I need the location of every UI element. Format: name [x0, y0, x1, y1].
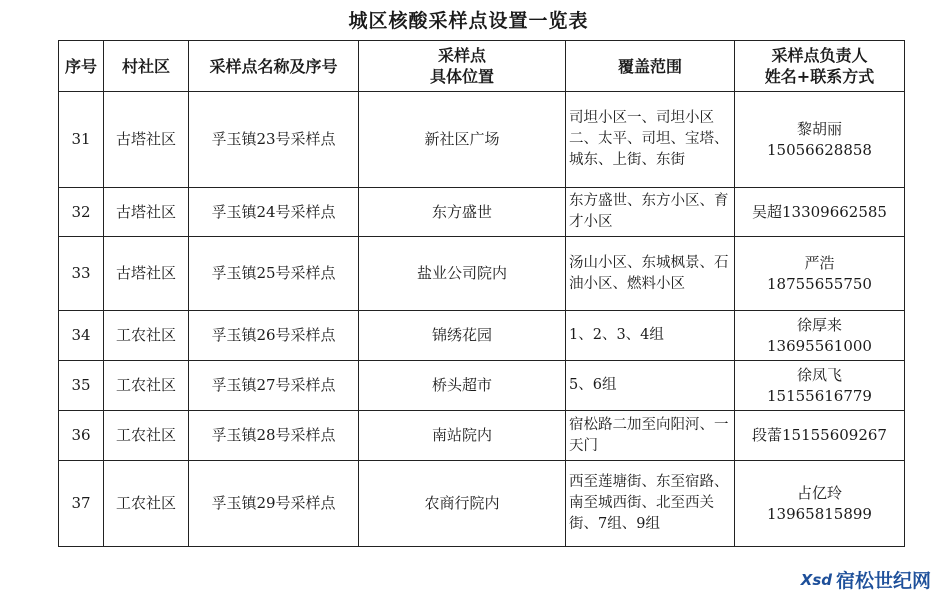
community-cell: 工农社区 — [104, 361, 189, 411]
community-cell: 古塔社区 — [104, 92, 189, 188]
watermark-text: 宿松世纪网 — [835, 570, 931, 592]
location-cell: 新社区广场 — [359, 92, 566, 188]
community-cell: 工农社区 — [104, 311, 189, 361]
table-row — [59, 237, 905, 311]
header-cell: 覆盖范围 — [566, 41, 735, 92]
header-cell: 村社区 — [104, 41, 189, 92]
header-cell: 采样点负责人 姓名+联系方式 — [735, 41, 905, 92]
contact-cell: 段蕾15155609267 — [735, 411, 905, 461]
location-cell: 桥头超市 — [359, 361, 566, 411]
community-cell: 工农社区 — [104, 411, 189, 461]
site-name-cell: 孚玉镇26号采样点 — [189, 311, 359, 361]
location-cell: 东方盛世 — [359, 188, 566, 237]
coverage-cell: 西至莲塘街、东至宿路、南至城西街、北至西关街、7组、9组 — [566, 461, 735, 547]
community-cell: 工农社区 — [104, 461, 189, 547]
table-row — [59, 361, 905, 411]
header-cell: 序号 — [59, 41, 104, 92]
row-number: 37 — [59, 461, 104, 547]
table-row — [59, 411, 905, 461]
row-number: 31 — [59, 92, 104, 188]
site-name-cell: 孚玉镇27号采样点 — [189, 361, 359, 411]
location-cell: 锦绣花园 — [359, 311, 566, 361]
location-cell: 南站院内 — [359, 411, 566, 461]
coverage-cell: 5、6组 — [566, 361, 735, 411]
site-name-cell: 孚玉镇23号采样点 — [189, 92, 359, 188]
table-row — [59, 311, 905, 361]
coverage-cell: 司坦小区一、司坦小区二、太平、司坦、宝塔、城东、上街、东街 — [566, 92, 735, 188]
community-cell: 古塔社区 — [104, 188, 189, 237]
row-number: 36 — [59, 411, 104, 461]
row-number: 35 — [59, 361, 104, 411]
sampling-sites-table — [58, 40, 905, 547]
contact-cell: 严浩 18755655750 — [735, 237, 905, 311]
site-name-cell: 孚玉镇24号采样点 — [189, 188, 359, 237]
header-cell: 采样点 具体位置 — [359, 41, 566, 92]
coverage-cell: 东方盛世、东方小区、育才小区 — [566, 188, 735, 237]
site-name-cell: 孚玉镇29号采样点 — [189, 461, 359, 547]
page-title: 城区核酸采样点设置一览表 — [348, 10, 589, 32]
contact-cell: 吴超13309662585 — [735, 188, 905, 237]
site-name-cell: 孚玉镇28号采样点 — [189, 411, 359, 461]
watermark-logo: Xsd — [800, 570, 832, 589]
contact-cell: 徐凤飞 15155616779 — [735, 361, 905, 411]
location-cell: 盐业公司院内 — [359, 237, 566, 311]
table-header-row — [59, 41, 905, 92]
contact-cell: 黎胡丽 15056628858 — [735, 92, 905, 188]
table-row — [59, 188, 905, 237]
table-row — [59, 92, 905, 188]
row-number: 34 — [59, 311, 104, 361]
location-cell: 农商行院内 — [359, 461, 566, 547]
coverage-cell: 1、2、3、4组 — [566, 311, 735, 361]
community-cell: 古塔社区 — [104, 237, 189, 311]
site-name-cell: 孚玉镇25号采样点 — [189, 237, 359, 311]
coverage-cell: 宿松路二加至向阳河、一天门 — [566, 411, 735, 461]
table-row — [59, 461, 905, 547]
header-cell: 采样点名称及序号 — [189, 41, 359, 92]
contact-cell: 徐厚来 13695561000 — [735, 311, 905, 361]
contact-cell: 占亿玲 13965815899 — [735, 461, 905, 547]
row-number: 32 — [59, 188, 104, 237]
row-number: 33 — [59, 237, 104, 311]
coverage-cell: 汤山小区、东城枫景、石油小区、燃料小区 — [566, 237, 735, 311]
site-watermark — [801, 566, 931, 593]
